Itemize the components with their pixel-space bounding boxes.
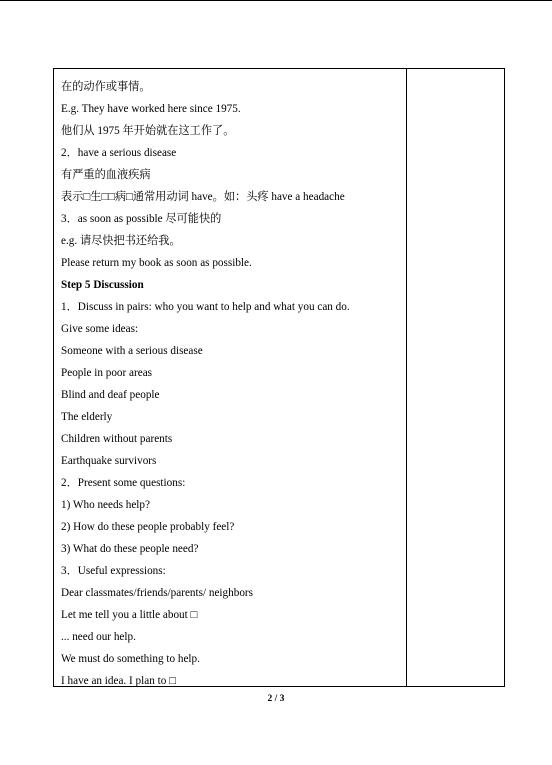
text-line: Give some ideas:: [61, 323, 139, 335]
text-line: Children without parents: [61, 433, 173, 445]
text-line: e.g. 请尽快把书还给我。: [61, 235, 181, 247]
text-line: 表示□生□□病□通常用动词 have。如：头疼 have a headache: [61, 191, 345, 203]
text-line: People in poor areas: [61, 367, 153, 379]
page-number: 2 / 3: [267, 694, 285, 704]
section-heading: Step 5 Discussion: [61, 279, 144, 291]
text-line: ... need our help.: [61, 631, 136, 643]
text-line: Blind and deaf people: [61, 389, 160, 401]
text-line: Someone with a serious disease: [61, 345, 203, 357]
text-line: 有严重的血液疾病: [61, 169, 151, 181]
text-line: 1) Who needs help?: [61, 499, 150, 511]
text-line: 在的动作或事情。: [61, 81, 151, 93]
text-line: 2．have a serious disease: [61, 147, 177, 159]
text-line: 3．Useful expressions:: [61, 565, 166, 577]
text-line: Please return my book as soon as possible.: [61, 257, 252, 269]
text-line: Earthquake survivors: [61, 455, 157, 467]
text-line: 1．Discuss in pairs: who you want to help and what you can do.: [61, 301, 350, 313]
text-line: 2．Present some questions:: [61, 477, 186, 489]
text-line: 3) What do these people need?: [61, 543, 199, 555]
text-line: E.g. They have worked here since 1975.: [61, 103, 241, 115]
text-line: The elderly: [61, 411, 113, 423]
text-line: Dear classmates/friends/parents/ neighbors: [61, 587, 253, 599]
page-top-border: [0, 0, 552, 1]
text-line: 他们从 1975 年开始就在这工作了。: [61, 125, 235, 137]
text-line: Let me tell you a little about □: [61, 609, 198, 621]
text-line: 3．as soon as possible 尽可能快的: [61, 213, 222, 225]
text-line: I have an idea. I plan to □: [61, 675, 176, 687]
table-column-divider: [406, 68, 407, 687]
text-line: We must do something to help.: [61, 653, 200, 665]
text-line: 2) How do these people probably feel?: [61, 521, 235, 533]
lesson-content: [61, 76, 401, 692]
